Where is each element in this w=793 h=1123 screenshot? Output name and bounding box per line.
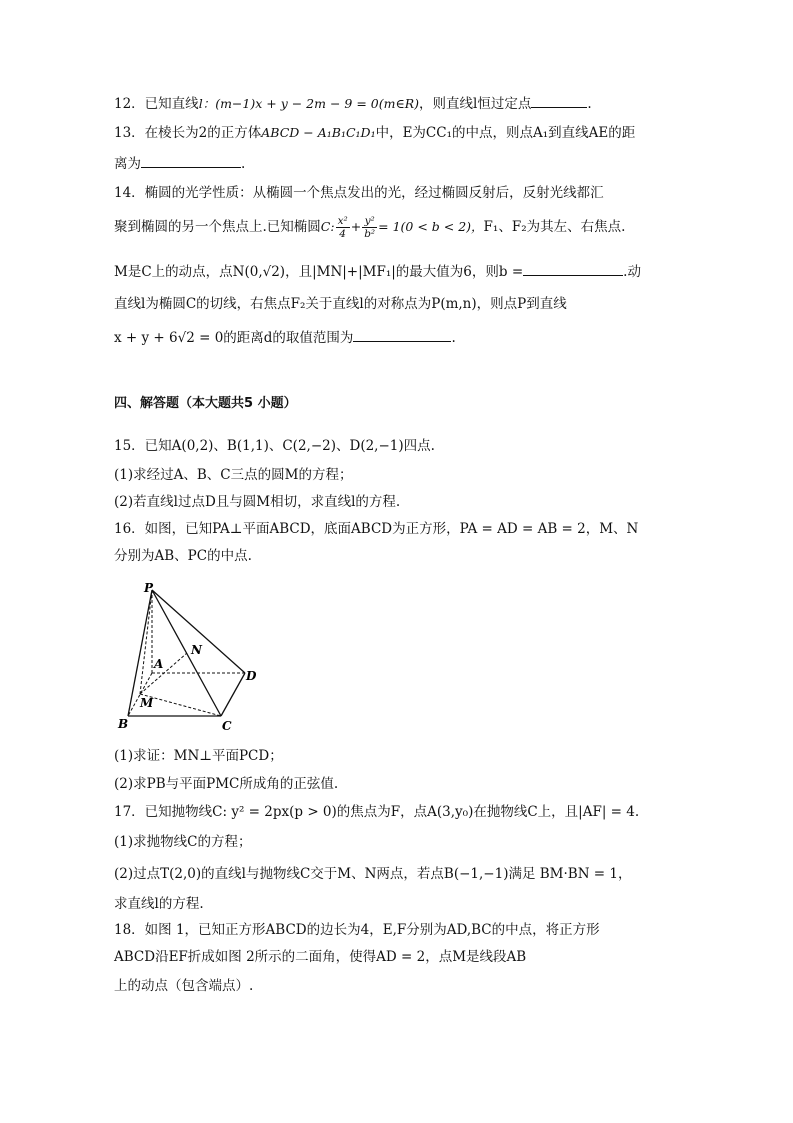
label-N: N [191, 643, 202, 657]
q16-line1: 16．如图，已知PA⊥平面ABCD，底面ABCD为正方形，PA = AD = AB = 2，M、N [114, 521, 639, 537]
q18-line1: 18．如图 1，已知正方形ABCD的边长为4，E,F分别为AD,BC的中点，将正方形 [114, 922, 600, 938]
label-P: P [144, 581, 154, 595]
q17-part1: (1)求抛物线C的方程； [114, 834, 252, 850]
q12-line [114, 93, 592, 114]
q13-end: . [241, 156, 246, 172]
q18-line3: 上的动点（包含端点）. [114, 978, 254, 994]
q17-line1: 17．已知抛物线C: y² = 2px(p > 0)的焦点为F，点A(3,y₀)在抛物线C上，且|AF| = 4. [114, 804, 640, 820]
q13-line2 [114, 153, 245, 174]
label-M: M [140, 696, 154, 710]
q13-cube: ABCD − A₁B₁C₁D₁ [261, 125, 376, 140]
q16-part1: (1)求证：MN⊥平面PCD； [114, 748, 283, 764]
edge-PD [152, 590, 245, 673]
q16-line2: 分别为AB、PC的中点. [114, 548, 252, 564]
q14-ellipse-tail: = 1(0 < b < 2)， [378, 219, 484, 234]
section-title: 四、解答题（本大题共5 小题） [114, 396, 297, 411]
q14-line2-prefix: 聚到椭圆的另一个焦点上.已知椭圆 [114, 219, 321, 235]
q12-prefix: 12．已知直线 [114, 96, 199, 112]
label-B: B [118, 717, 129, 731]
label-A: A [154, 657, 164, 671]
q15-part2: (2)若直线l过点D且与圆M相切，求直线l的方程. [114, 494, 401, 510]
q18-line2: ABCD沿EF折成如图 2所示的二面角，使得AD = 2，点M是线段AB [114, 949, 527, 965]
q14-line3-suffix: .动 [623, 264, 641, 280]
q12-equation: (m−1)x + y − 2m − 9 = 0(m∈R) [215, 96, 419, 111]
q14-line2-suffix: F₁、F₂为其左、右焦点. [483, 219, 626, 235]
q14-line5 [114, 327, 456, 348]
q14-line2 [114, 215, 625, 240]
q13-prefix: 13．在棱长为2的正方体 [114, 125, 262, 141]
q14-line4: 直线l为椭圆C的切线，右焦点F₂关于直线l的对称点为P(m,n)，则点P到直线 [114, 296, 567, 312]
q17-part2-cont: 求直线l的方程. [114, 896, 204, 912]
q12-end: . [587, 96, 592, 112]
label-D: D [246, 669, 257, 683]
q14-plus: + [350, 219, 362, 234]
q14-frac-x: $\frac{\text{x²}}{4}$ [337, 215, 348, 240]
q14-ellipse-c: C: [320, 219, 335, 234]
q13-line2-text: 离为 [114, 156, 141, 172]
q14-frac-y: $\frac{\text{y²}}{\text{b²}}$ [364, 215, 376, 240]
q12-l-label: l： [198, 96, 216, 111]
label-C: C [222, 719, 232, 733]
q17-part2: (2)过点T(2,0)的直线l与抛物线C交于M、N两点，若点B(−1,−1)满足 BM·BN = 1， [114, 866, 632, 882]
q16-part2: (2)求PB与平面PMC所成角的正弦值. [114, 776, 339, 792]
q13-mid: 中， [375, 125, 403, 141]
q13-answer-blank[interactable] [141, 153, 241, 168]
q13-line1 [114, 123, 635, 143]
q12-answer-blank[interactable] [531, 93, 587, 108]
q15-part1: (1)求经过A、B、C三点的圆M的方程； [114, 467, 353, 483]
q14-line3 [114, 261, 641, 282]
q13-e-part: E为CC₁的中点，则点A₁到直线AE的距 [402, 125, 636, 141]
edge-CD [221, 673, 245, 716]
q14-line1: 14．椭圆的光学性质：从椭圆一个焦点发出的光，经过椭圆反射后，反射光线都汇 [114, 185, 604, 201]
q14-end: . [451, 330, 456, 346]
q12-suffix: ，则直线l恒过定点 [419, 96, 532, 112]
q14-line3-prefix: M是C上的动点，点N(0,√2)，且|MN|+|MF₁|的最大值为6，则b = [114, 264, 524, 280]
q14-line5-prefix: x + y + 6√2 = 0的距离d的取值范围为 [114, 330, 354, 346]
q14-answer-blank-b[interactable] [523, 261, 623, 276]
pyramid-figure [108, 580, 268, 735]
q15-line1: 15．已知A(0,2)、B(1,1)、C(2,−2)、D(2,−1)四点. [114, 438, 435, 454]
q14-answer-blank-d[interactable] [353, 327, 451, 342]
